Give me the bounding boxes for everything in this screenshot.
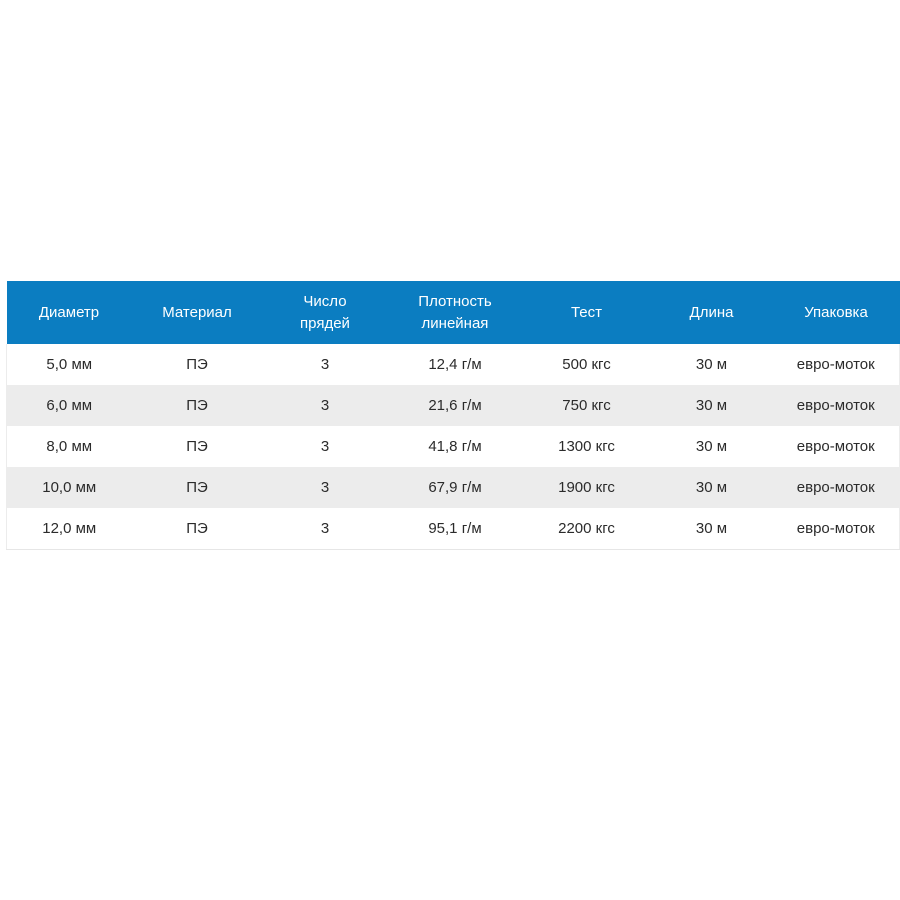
- cell-test: 750 кгс: [523, 385, 651, 426]
- cell-linear-density: 67,9 г/м: [388, 467, 523, 508]
- cell-packaging: евро-моток: [773, 467, 900, 508]
- cell-linear-density: 41,8 г/м: [388, 426, 523, 467]
- table-row: [7, 426, 900, 467]
- cell-diameter: 8,0 мм: [7, 426, 132, 467]
- cell-length: 30 м: [651, 508, 773, 550]
- header-row: [7, 281, 900, 344]
- cell-material: ПЭ: [132, 385, 263, 426]
- table-row: [7, 508, 900, 550]
- cell-packaging: евро-моток: [773, 426, 900, 467]
- table-row: [7, 344, 900, 385]
- cell-material: ПЭ: [132, 426, 263, 467]
- table-header: [7, 281, 900, 344]
- cell-packaging: евро-моток: [773, 344, 900, 385]
- header-length: [651, 281, 773, 344]
- cell-material: ПЭ: [132, 344, 263, 385]
- table-row: [7, 385, 900, 426]
- cell-strands: 3: [263, 467, 388, 508]
- header-packaging: [773, 281, 900, 344]
- cell-linear-density: 21,6 г/м: [388, 385, 523, 426]
- specifications-table: [6, 281, 900, 550]
- header-label: Тест: [570, 303, 603, 321]
- header-label: Материал: [162, 303, 232, 321]
- cell-test: 500 кгс: [523, 344, 651, 385]
- header-linear-density: [388, 281, 523, 344]
- cell-test: 1300 кгс: [523, 426, 651, 467]
- header-label: Диаметр: [38, 303, 100, 321]
- cell-strands: 3: [263, 385, 388, 426]
- header-strands: [263, 281, 388, 344]
- cell-diameter: 5,0 мм: [7, 344, 132, 385]
- header-label-line1: Число: [303, 292, 347, 310]
- table-row: [7, 467, 900, 508]
- cell-diameter: 10,0 мм: [7, 467, 132, 508]
- header-material: [132, 281, 263, 344]
- cell-material: ПЭ: [132, 508, 263, 550]
- header-label: Длина: [689, 303, 734, 321]
- cell-strands: 3: [263, 508, 388, 550]
- cell-strands: 3: [263, 344, 388, 385]
- cell-diameter: 12,0 мм: [7, 508, 132, 550]
- header-label: Упаковка: [804, 303, 868, 321]
- header-diameter: [7, 281, 132, 344]
- cell-length: 30 м: [651, 426, 773, 467]
- cell-linear-density: 95,1 г/м: [388, 508, 523, 550]
- cell-diameter: 6,0 мм: [7, 385, 132, 426]
- cell-length: 30 м: [651, 385, 773, 426]
- table-body: [7, 344, 900, 550]
- cell-linear-density: 12,4 г/м: [388, 344, 523, 385]
- cell-test: 2200 кгс: [523, 508, 651, 550]
- header-test: [523, 281, 651, 344]
- cell-length: 30 м: [651, 344, 773, 385]
- header-label-line2: линейная: [421, 314, 489, 332]
- cell-length: 30 м: [651, 467, 773, 508]
- cell-test: 1900 кгс: [523, 467, 651, 508]
- cell-material: ПЭ: [132, 467, 263, 508]
- header-label-line1: Плотность: [418, 292, 492, 310]
- cell-packaging: евро-моток: [773, 508, 900, 550]
- cell-strands: 3: [263, 426, 388, 467]
- cell-packaging: евро-моток: [773, 385, 900, 426]
- header-label-line2: прядей: [300, 314, 350, 332]
